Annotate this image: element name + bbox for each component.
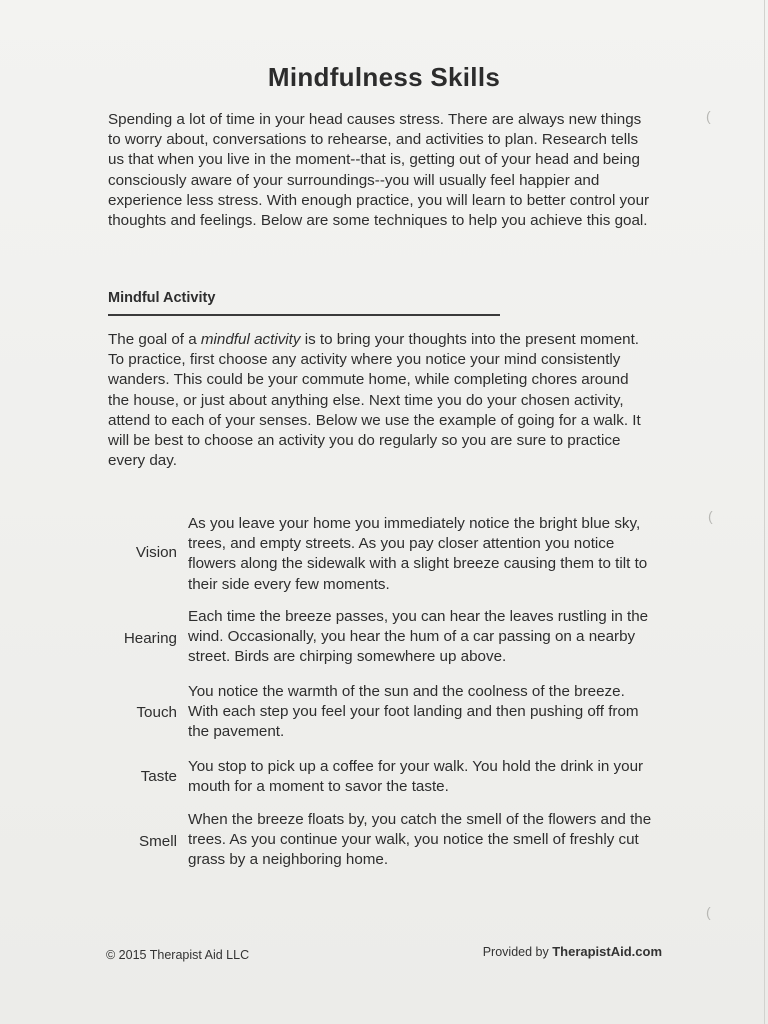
sense-text: When the breeze floats by, you catch the smell of the flowers and the trees. As you continue your walk, you notice the smell of freshly cut grass by a neighboring home. [188, 811, 652, 869]
scan-mark: ( [706, 904, 711, 920]
intro-paragraph: Spending a lot of time in your head causes stress. There are always new things to worry about, conversations to rehearse, and activities to plan. Research tells us that when you live in the moment--that is, getting out of your head and being consciously aware of your surroundings--you will usually feel happier and experience less stress. With enough practice, you will learn to better control your thoughts and feelings. Below are some techniques to help you achieve this goal. [108, 111, 650, 230]
sense-text: As you leave your home you immediately notice the bright blue sky, trees, and empty streets. As you pay closer attention you notice flowers along the sidewalk with a slight breeze causing them to tilt to their side every few moments. [188, 515, 648, 593]
sense-label: Hearing [123, 630, 177, 647]
activity-emphasis: mindful activity [200, 331, 301, 348]
section-title: Mindful Activity [108, 290, 216, 306]
scan-edge [764, 0, 765, 1024]
sense-label: Taste [140, 768, 177, 785]
sense-text: Each time the breeze passes, you can hear the leaves rustling in the wind. Occasionally, you hear the hum of a car passing on a nearby street. Birds are chirping somewhere up above. [188, 608, 649, 666]
copyright-notice: © 2015 Therapist Aid LLC [106, 948, 250, 962]
scan-mark: ( [706, 108, 711, 124]
sense-label: Vision [135, 544, 177, 561]
activity-paragraph [108, 330, 653, 471]
brand-name: TherapistAid.com [552, 944, 662, 959]
provided-by-prefix: Provided by [482, 945, 553, 959]
sense-label: Smell [139, 833, 177, 850]
activity-text-start: The goal of a [108, 331, 201, 348]
page-title: Mindfulness Skills [267, 62, 501, 92]
sense-text: You stop to pick up a coffee for your walk. You hold the drink in your mouth for a moment to savor the taste. [188, 758, 644, 796]
sense-label: Touch [136, 704, 177, 721]
sense-text: You notice the warmth of the sun and the coolness of the breeze. With each step you feel your foot landing and then pushing off from the pavement. [188, 683, 639, 741]
section-divider [108, 314, 500, 316]
activity-text-end: is to bring your thoughts into the present moment. To practice, first choose any activity where you notice your mind consistently wanders. This could be your commute home, while completing chores around the house, or just about anything else. Next time you do your chosen activity, attend to each of your senses. Below we use the example of going for a walk. It will be best to choose an activity you do regularly so you are sure to practice every day. [108, 331, 641, 470]
provided-by [483, 944, 662, 959]
scan-mark: ( [708, 508, 713, 524]
